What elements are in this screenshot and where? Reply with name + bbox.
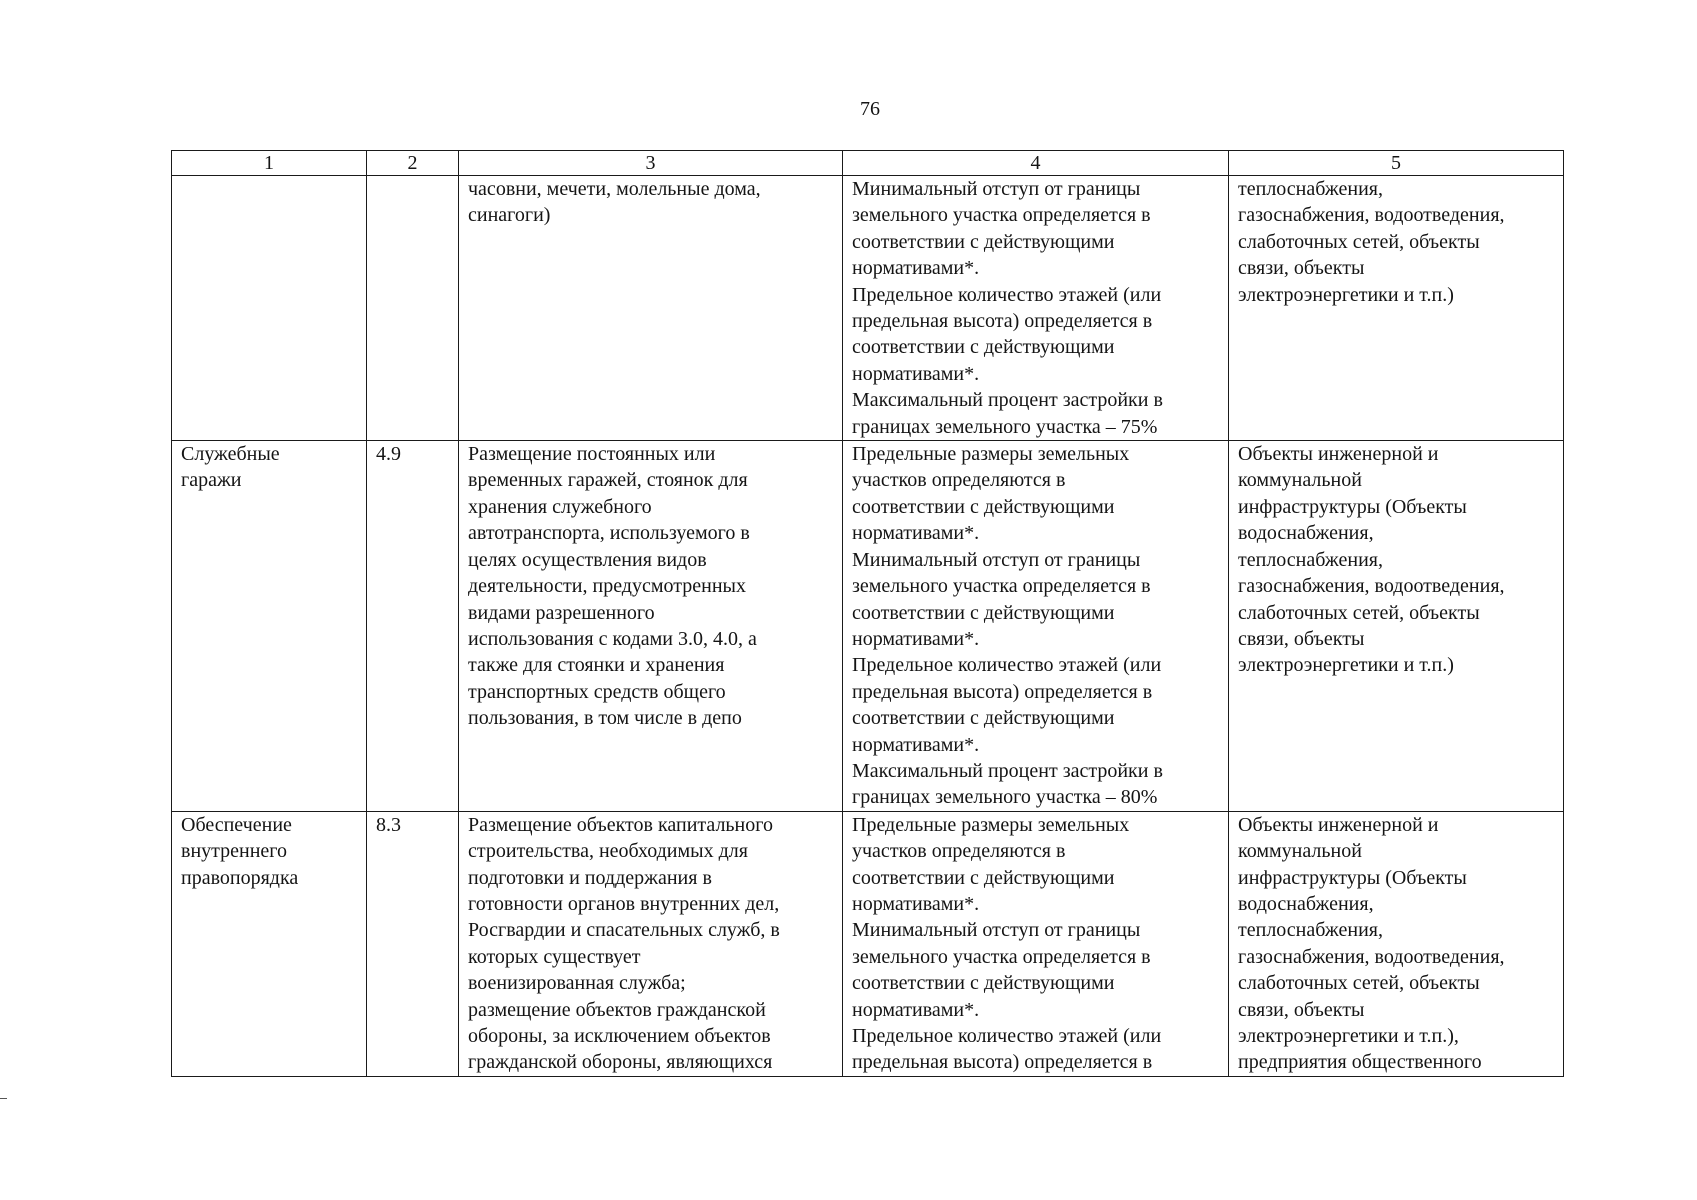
use-code-cell bbox=[367, 441, 459, 812]
use-description: Размещение объектов капитального строительства, необходимых для подготовки и поддержания в готовности органов внутренних дел, Росгвардии и спасательных служб, в которых существует военизированная служба; размещение объектов гражданской обороны, за исключением объектов гражданской обороны, являющихся bbox=[468, 813, 780, 1074]
use-name-cell bbox=[172, 441, 367, 812]
column-header-2: 2 bbox=[367, 151, 459, 176]
use-parameters: Предельные размеры земельных участков определяются в соответствии с действующими нормативами*. Минимальный отступ от границы земельного участка определяется в соответствии с действующими нормативами*. Предельное количество этажей (или предельная высота) определяется в соответствии с действующими нормативами*. Максимальный процент застройки в границах земельного участка – 80% bbox=[852, 443, 1163, 809]
auxiliary-uses: Объекты инженерной и коммунальной инфраструктуры (Объекты водоснабжения, теплоснабжения, газоснабжения, водоотведения, слаботочных сетей, объекты связи, объекты электроэнергетики и т.п.), предприятия общественного bbox=[1238, 813, 1505, 1074]
use-parameters: Минимальный отступ от границы земельного участка определяется в соответствии с действующими нормативами*. Предельное количество этажей (или предельная высота) определяется в соответствии с действующими нормативами*. Максимальный процент застройки в границах земельного участка – 75% bbox=[852, 178, 1163, 438]
auxiliary-uses-cell bbox=[1229, 441, 1564, 812]
scan-edge-mark bbox=[0, 1098, 7, 1099]
use-name: Обеспечение внутреннего правопорядка bbox=[181, 813, 299, 889]
use-name-cell bbox=[172, 811, 367, 1076]
column-header-3: 3 bbox=[459, 151, 843, 176]
use-name: Служебные гаражи bbox=[181, 443, 280, 492]
use-name-cell bbox=[172, 176, 367, 441]
page-number: 76 bbox=[860, 98, 880, 120]
table-row bbox=[172, 441, 1564, 812]
use-description-cell bbox=[459, 441, 843, 812]
use-parameters-cell bbox=[843, 176, 1229, 441]
use-description: часовни, мечети, молельные дома, синагоги) bbox=[468, 178, 761, 227]
use-code-cell bbox=[367, 811, 459, 1076]
auxiliary-uses: теплоснабжения, газоснабжения, водоотведения, слаботочных сетей, объекты связи, объекты электроэнергетики и т.п.) bbox=[1238, 178, 1505, 306]
zoning-table bbox=[171, 150, 1564, 1077]
use-parameters-cell bbox=[843, 441, 1229, 812]
table-row bbox=[172, 811, 1564, 1076]
table-header-row bbox=[172, 151, 1564, 176]
auxiliary-uses-cell bbox=[1229, 811, 1564, 1076]
use-description-cell bbox=[459, 176, 843, 441]
use-code: 4.9 bbox=[376, 443, 401, 466]
use-parameters: Предельные размеры земельных участков определяются в соответствии с действующими нормативами*. Минимальный отступ от границы земельного участка определяется в соответствии с действующими нормативами*. Предельное количество этажей (или предельная высота) определяется в bbox=[852, 813, 1162, 1074]
use-parameters-cell bbox=[843, 811, 1229, 1076]
column-header-1: 1 bbox=[172, 151, 367, 176]
use-description: Размещение постоянных или временных гаражей, стоянок для хранения служебного автотранспорта, используемого в целях осуществления видов деятельности, предусмотренных видами разрешенного использования с кодами 3.0, 4.0, а также для стоянки и хранения транспортных средств общего пользования, в том числе в депо bbox=[468, 443, 757, 730]
use-code-cell bbox=[367, 176, 459, 441]
table-row bbox=[172, 176, 1564, 441]
column-header-4: 4 bbox=[843, 151, 1229, 176]
use-code: 8.3 bbox=[376, 813, 401, 836]
column-header-5: 5 bbox=[1229, 151, 1564, 176]
auxiliary-uses-cell bbox=[1229, 176, 1564, 441]
use-description-cell bbox=[459, 811, 843, 1076]
auxiliary-uses: Объекты инженерной и коммунальной инфраструктуры (Объекты водоснабжения, теплоснабжения, газоснабжения, водоотведения, слаботочных сетей, объекты связи, объекты электроэнергетики и т.п.) bbox=[1238, 443, 1505, 677]
